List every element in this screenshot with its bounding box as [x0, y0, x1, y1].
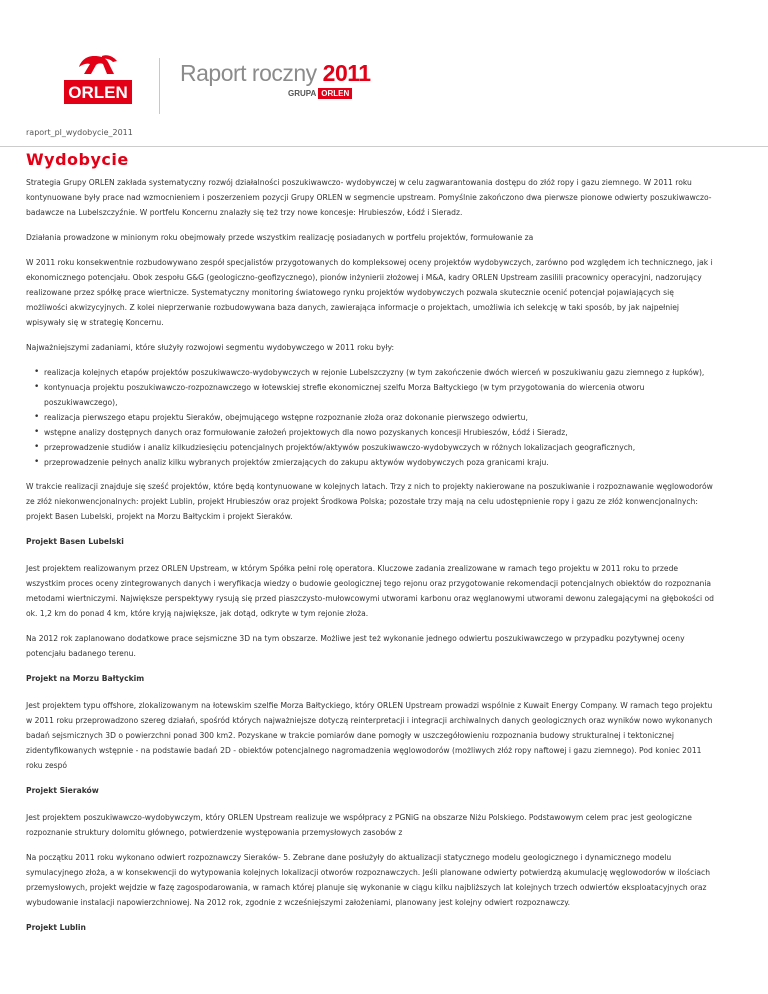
logo-text: ORLEN: [68, 83, 128, 102]
report-title: [180, 60, 371, 87]
paragraph: Działania prowadzone w minionym roku obejmowały przede wszystkim realizację posiadanych w portfelu projektów, formułowanie za: [26, 233, 534, 242]
list-item: • realizacja pierwszego etapu projektu Sieraków, obejmującego wstępne rozpoznanie złoża oraz dokonanie pierwszego odwiertu,: [44, 410, 716, 425]
main-content: [26, 150, 716, 947]
grupa-orlen-label: [288, 88, 352, 99]
section-heading: Projekt Basen Lubelski: [26, 537, 124, 546]
list-item: • wstępne analizy dostępnych danych oraz formułowanie założeń projektowych dla nowo pozyskanych koncesji Hrubieszów, Łódź i Sieradz,: [44, 425, 716, 440]
document-id: raport_pl_wydobycie_2011: [26, 128, 133, 137]
paragraph: W 2011 roku konsekwentnie rozbudowywano zespół specjalistów przygotowanych do kompleksowej oceny projektów wydobywczych, zarówno pod względem ich technicznego, jak i ekonomicznego potencjału. Obok zespołu G&G (geologiczno-geofizycznego), pionów inżynierii złożowej i M&A, kadry ORLEN Upstream zasilili pracownicy operacyjni, nadzorujący realizowane przez spółkę prace wiertnicze. Systematyczny monitoring światowego rynku projektów wydobywczych pozwala skutecznie ocenić potencjał pojawiających się możliwości akwizycyjnych. Z kolei nieprzerwanie rozbudowywana baza danych, zawierająca informacje o projektach, umożliwia ich selekcję w taki sposób, by jak najpełniej wpisywały się w strategię Koncernu.: [26, 258, 713, 327]
list-item: • realizacja kolejnych etapów projektów poszukiwawczo-wydobywczych w rejonie Lubelszczyzny (w tym zakończenie dwóch wierceń w poszukiwaniu gazu ziemnego z łupków),: [44, 365, 716, 380]
page-header: [0, 0, 768, 116]
report-year: 2011: [322, 60, 371, 86]
task-list: [26, 365, 716, 470]
section-heading: Projekt Lublin: [26, 923, 86, 932]
list-item: • kontynuacja projektu poszukiwawczo-rozpoznawczego w łotewskiej strefie ekonomicznej szelfu Morza Bałtyckiego (w tym przygotowania do wiercenia otworu poszukiwawczego),: [44, 380, 716, 410]
grupa-text: GRUPA: [288, 89, 317, 98]
paragraph: Na 2012 rok zaplanowano dodatkowe prace sejsmiczne 3D na tym obszarze. Możliwe jest też wykonanie jednego odwiertu poszukiwawczego w przypadku pozytywnej oceny potencjału badanego terenu.: [26, 634, 685, 658]
header-separator: [0, 146, 768, 147]
paragraph: Jest projektem typu offshore, zlokalizowanym na łotewskim szelfie Morza Bałtyckiego, który ORLEN Upstream prowadzi wspólnie z Kuwait Energy Company. W ramach tego projektu w 2011 roku przeprowadzono szereg działań, spośród których najważniejsze dotyczą reinterpretacji i integracji archiwalnych danych geologicznych oraz wyników nowo wykonanych badań sejsmicznych 3D o powierzchni ponad 300 km2. Pozyskane w trakcie pomiarów dane pomogły w uszczegółowieniu rozpoznania budowy strukturalnej i tektonicznej zidentyfikowanych wstępnie - na podstawie badań 2D - obiektów potencjalnego nagromadzenia węglowodorów (możliwych złóż ropy naftowej i gazu ziemnego). Pod koniec 2011 roku zespó: [26, 701, 713, 770]
paragraph: Jest projektem realizowanym przez ORLEN Upstream, w którym Spółka pełni rolę operatora. Kluczowe zadania zrealizowane w ramach tego projektu w 2011 roku to przede wszystkim proces oceny zintegrowanych danych i weryfikacja wiedzy o budowie geologicznej tego rejonu oraz przygotowanie rekomendacji potencjalnych obiektów do rozpoznania metodami wiertniczymi. Największe perspektywy rysują się przed piaszczysto-mułowcowymi utworami karbonu oraz węglanowymi utworami dewonu zalegającymi na głębokości od ok. 1,2 km do ponad 4 km, które kryją największe, jak dotąd, odkryte w tym rejonie złoża.: [26, 564, 714, 618]
paragraph: Najważniejszymi zadaniami, które służyły rozwojowi segmentu wydobywczego w 2011 roku były:: [26, 343, 395, 352]
section-heading: Projekt na Morzu Bałtyckim: [26, 674, 145, 683]
page-title: Wydobycie: [26, 150, 129, 169]
orlen-logo: [62, 50, 134, 106]
paragraph: Jest projektem poszukiwawczo-wydobywczym, który ORLEN Upstream realizuje we współpracy z PGNiG na obszarze Niżu Polskiego. Podstawowym celem prac jest geologiczne rozpoznanie struktury dolomitu głównego, potwierdzenie występowania przemysłowych zasobów z: [26, 813, 692, 837]
grupa-badge: ORLEN: [318, 88, 352, 99]
report-title-text: Raport roczny: [180, 60, 317, 86]
paragraph: W trakcie realizacji znajduje się sześć projektów, które będą kontynuowane w kolejnych latach. Trzy z nich to projekty nakierowane na poszukiwanie i rozpoznawanie węglowodorów ze złóż niekonwencjonalnych: projekt Lublin, projekt Hrubieszów oraz projekt Środkowa Polska; pozostałe trzy mają na celu udostępnienie ropy i gazu ze złóż konwencjonalnych: projekt Basen Lubelski, projekt na Morzu Bałtyckim i projekt Sieraków.: [26, 482, 713, 521]
section-heading: Projekt Sieraków: [26, 786, 99, 795]
paragraph: Strategia Grupy ORLEN zakłada systematyczny rozwój działalności poszukiwawczo- wydobywczej w celu zagwarantowania dostępu do złóż ropy i gazu ziemnego. W 2011 roku kontynuowane były prace nad wzmocnieniem i poszerzeniem pozycji Grupy ORLEN w segmencie upstream. Pomyślnie zakończono dwa pierwsze pionowe odwierty poszukiwawczo-badawcze na Lubelszczyźnie. W portfelu Koncernu znalazły się też trzy nowe koncesje: Hrubieszów, Łódź i Sieradz.: [26, 178, 712, 217]
list-item: • przeprowadzenie pełnych analiz kilku wybranych projektów zmierzających do zakupu aktywów wydobywczych poza granicami kraju.: [44, 455, 716, 470]
list-item: • przeprowadzenie studiów i analiz kilkudziesięciu potencjalnych projektów/aktywów poszukiwawczo-wydobywczych w różnych lokalizacjach geograficznych,: [44, 440, 716, 455]
header-divider: [159, 58, 160, 114]
paragraph: Na początku 2011 roku wykonano odwiert rozpoznawczy Sieraków- 5. Zebrane dane posłużyły do aktualizacji statycznego modelu geologicznego i dynamicznego modelu symulacyjnego złoża, a w konsekwencji do wytypowania kolejnych lokalizacji otworów rozpoznawczych. Jeśli planowane odwierty potwierdzą akumulację węglowodorów w ilościach przemysłowych, projekt wejdzie w fazę zagospodarowania, w ramach której planuje się wykonanie w ciągu kilku najbliższych lat kolejnych trzech odwiertów eksploatacyjnych oraz wybudowanie instalacji napowierzchniowej. Na 2012 rok, zgodnie z wcześniejszymi założeniami, planowany jest kolejny odwiert rozpoznawczy.: [26, 853, 711, 907]
